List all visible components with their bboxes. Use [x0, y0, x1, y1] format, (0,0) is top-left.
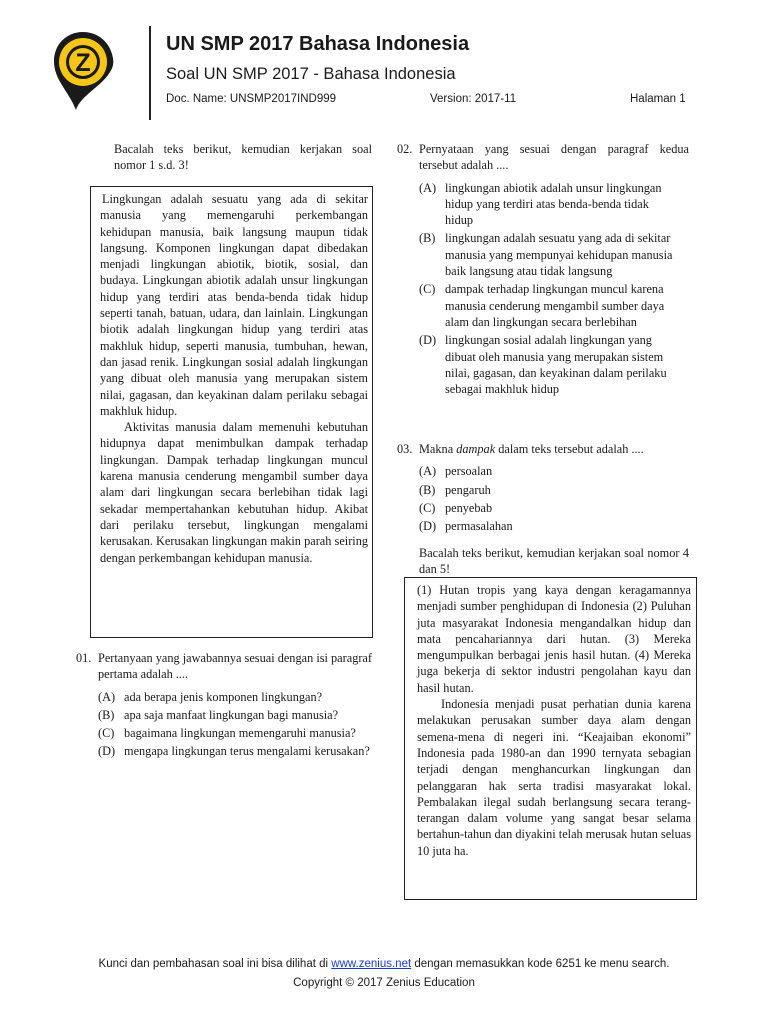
- question-3-options: [397, 463, 689, 534]
- question-3-keyword: dampak: [456, 442, 496, 456]
- question-3-option-a[interactable]: (A) persoalan: [419, 464, 493, 479]
- doc-version: Version: 2017-11: [430, 93, 517, 105]
- question-3: [397, 441, 689, 534]
- question-1-option-b[interactable]: (B) apa saja manfaat lingkungan bagi manusia?: [98, 707, 339, 722]
- passage-box-2: [404, 577, 697, 900]
- doc-name: Doc. Name: UNSMP2017IND999: [166, 93, 337, 105]
- question-1: [76, 650, 372, 760]
- page-subtitle: Soal UN SMP 2017 - Bahasa Indonesia: [166, 65, 456, 83]
- question-3-option-b[interactable]: (B) pengaruh: [419, 482, 491, 497]
- zenius-link[interactable]: www.zenius.net: [331, 958, 412, 970]
- question-2-number: 02.: [397, 142, 413, 156]
- passage-2-paragraph-2: Indonesia menjadi pusat perhatian dunia karena melakukan perusakan sumber daya alam dengan semena-mena di negeri ini. “Keajaiban ekonomi” Indonesia pada 1980-an dan 1990 ternyata sebagian terjadi dengan menghancurkan lingkungan dan pelanggaran hak serta tradisi masyarakat lokal. Pembalakan ilegal sudah berlangsung secara terang-terangan dalam volume yang sangat besar selama bertahun-tahun dan diyakini telah merusak hutan seluas 10 juta ha.: [417, 697, 691, 858]
- passage-1-paragraph-2: Aktivitas manusia dalam memenuhi kebutuhan hidupnya dapat menimbulkan dampak terhadap lingkungan. Dampak terhadap lingkungan muncul karena manusia cenderung mengambil sumber daya alam dari lingkungan secara berlebihan tidak lagi sekadar mempertahankan kebutuhan hidup. Akibat dari perilaku tersebut, lingkungan mengalami kerusakan. Kerusakan lingkungan makin parah seiring dengan perkembangan kehidupan manusia.: [100, 420, 368, 565]
- page-title: UN SMP 2017 Bahasa Indonesia: [166, 33, 470, 55]
- question-2-options: [397, 180, 689, 398]
- question-1-option-a[interactable]: (A) ada berapa jenis komponen lingkungan?: [98, 689, 323, 704]
- question-3-stem: 03. Makna dampak dalam teks tersebut adalah ....: [397, 442, 644, 456]
- footer-note: Kunci dan pembahasan soal ini bisa dilihat di www.zenius.net dengan memasukkan kode 6251 ke menu search.: [98, 958, 670, 970]
- intro-instruction-1: Bacalah teks berikut, kemudian kerjakan soal nomor 1 s.d. 3!: [114, 142, 372, 173]
- question-1-stem: [76, 650, 372, 683]
- question-2-text: Pernyataan yang sesuai dengan paragraf kedua tersebut adalah ....: [419, 142, 689, 173]
- question-2-option-a[interactable]: (A) lingkungan abiotik adalah unsur lingkungan hidup yang terdiri atas benda-benda tidak hidup: [419, 180, 662, 228]
- question-2-stem: [397, 141, 689, 174]
- question-3-option-c[interactable]: (C) penyebab: [419, 500, 493, 515]
- zenius-logo: [52, 30, 114, 112]
- question-2: [397, 141, 689, 397]
- question-1-option-c[interactable]: (C) bagaimana lingkungan memengaruhi manusia?: [98, 726, 356, 741]
- question-1-option-d[interactable]: (D) mengapa lingkungan terus mengalami kerusakan?: [98, 744, 370, 759]
- passage-1-paragraph-1: Lingkungan adalah sesuatu yang ada di sekitar manusia yang memengaruhi perkembangan kehidupan manusia, baik langsung maupun tidak langsung. Komponen lingkungan dapat dibedakan menjadi lingkungan abiotik, biotik, sosial, dan budaya. Lingkungan abiotik adalah unsur lingkungan hidup yang terdiri atas benda-benda tidak hidup seperti tanah, batuan, udara, dan lainlain. Lingkungan biotik adalah lingkungan hidup yang terdiri atas makhluk hidup, seperti manusia, tumbuhan, hewan, dan jasad renik. Lingkungan sosial adalah lingkungan yang dibuat oleh manusia yang merupakan sistem nilai, gagasan, dan keyakinan dalam perilaku sebagai makhluk hidup.: [100, 192, 368, 418]
- question-2-option-b[interactable]: (B) lingkungan adalah sesuatu yang ada di sekitar manusia yang mempunyai kehidupan manusia baik langsung atau tidak langsung: [419, 231, 673, 279]
- question-1-number: 01.: [76, 651, 92, 665]
- passage-box-1: [90, 186, 373, 638]
- footer-copyright: Copyright © 2017 Zenius Education: [293, 977, 475, 989]
- question-3-option-d[interactable]: (D) permasalahan: [419, 519, 513, 534]
- page-number: Halaman 1: [630, 93, 686, 105]
- question-1-options: [76, 689, 372, 760]
- logo-letter: Z: [75, 49, 91, 77]
- passage-2-paragraph-1: (1) Hutan tropis yang kaya dengan keragamannya menjadi sumber penghidupan di Indonesia (2) Puluhan juta masyarakat Indonesia mengandalkan hidup dan mata pencahariannya dari hutan. (3) Mereka mengumpulkan berbagai jenis hasil hutan. (4) Mereka juga bekerja di sektor industri pengolahan kayu dan hasil hutan.: [417, 583, 691, 695]
- question-2-option-d[interactable]: (D) lingkungan sosial adalah lingkungan yang dibuat oleh manusia yang merupakan sistem nilai, gagasan, dan keyakinan dalam perilaku sebagai makhluk hidup: [419, 333, 667, 397]
- question-3-number: 03.: [397, 442, 413, 456]
- question-2-option-c[interactable]: (C) dampak terhadap lingkungan muncul karena manusia cenderung mengambil sumber daya alam dan lingkungan secara berlebihan: [419, 282, 665, 329]
- question-1-text: Pertanyaan yang jawabannya sesuai dengan isi paragraf pertama adalah ....: [98, 651, 372, 682]
- header-divider: [149, 26, 151, 120]
- intro-instruction-2: Bacalah teks berikut, kemudian kerjakan soal nomor 4 dan 5!: [419, 546, 689, 577]
